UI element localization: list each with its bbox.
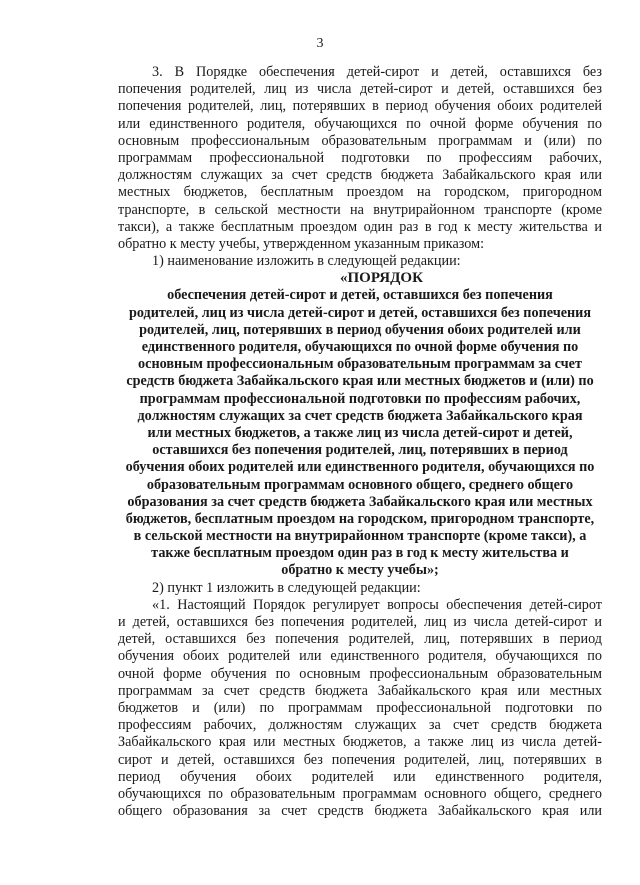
- text-line: образовательным программам основного общего, среднего общего: [146, 476, 574, 493]
- text-line: программам профессиональной подготовки по профессиям рабочих,: [139, 390, 581, 407]
- text-line: родителей, лиц из числа детей-сирот и детей, оставшихся без попечения: [128, 304, 592, 321]
- text-line: обучения обоих родителей или единственного родителя, обучающихся по: [118, 648, 602, 665]
- text-line: «1. Настоящий Порядок регулирует вопросы обеспечения детей-сирот: [152, 596, 602, 613]
- text-line: Забайкальского края или местных бюджетов, а также лиц из числа детей-: [118, 734, 602, 751]
- text-line: родителей, лиц, потерявших в период обучения обоих родителей или: [139, 321, 581, 338]
- text-line: профессиям рабочих, должностям служащих за счет средств бюджета: [118, 717, 602, 734]
- text-line: 3. В Порядке обеспечения детей-сирот и детей, оставшихся без: [152, 64, 602, 80]
- text-line: или единственного родителя, обучающихся по очной форме обучения по: [118, 115, 602, 132]
- text-line: оставшихся без попечения родителей, лиц, потерявших в период: [152, 442, 568, 459]
- text-line: бюджетов, бесплатным проездом на городском, пригородном транспорте,: [125, 510, 595, 527]
- text-line: образования за счет средств бюджета Забайкальского края или местных: [127, 493, 593, 510]
- text-line: период обучения обоих родителей или единственного родителя,: [118, 768, 602, 785]
- text-line: должностям служащих за счет средств бюджета Забайкальского края: [137, 407, 583, 424]
- text-line: такси), а также бесплатным проездом один раз в год к месту жительства и: [118, 218, 602, 235]
- text-line: должностям служащих за счет средств бюджета Забайкальского края или: [118, 167, 602, 184]
- text-line: «ПОРЯДОК: [340, 270, 423, 287]
- text-line: обратно к месту учебы»;: [281, 562, 439, 579]
- page-number: 3: [316, 36, 324, 51]
- text-line: единственного родителя, обучающихся по очной форме обучения по: [141, 339, 579, 355]
- text-line: основным профессиональным образовательным программам и (или) по: [118, 132, 602, 149]
- text-line: программам за счет средств бюджета Забайкальского края или местных: [118, 682, 602, 699]
- text-line: детей, оставшихся без попечения родителей, лиц, потерявших в период: [118, 631, 602, 648]
- text-line: средств бюджета Забайкальского края или местных бюджетов и (или) по: [126, 373, 594, 390]
- text-line: обратно к месту учебы, утвержденном указанным приказом:: [118, 235, 485, 252]
- text-line: 2) пункт 1 изложить в следующей редакции:: [152, 579, 421, 596]
- text-line: транспорте, в сельской местности на внутрирайонном транспорте (кроме: [118, 201, 602, 218]
- text-line: обучающихся по образовательным программам основного общего, среднего: [118, 785, 602, 802]
- text-line: программам профессиональной подготовки по профессиям рабочих,: [118, 149, 602, 166]
- text-line: очной форме обучения по основным профессиональным образовательным: [118, 665, 602, 682]
- text-line: основным профессиональным образовательным программам за счет: [138, 356, 582, 373]
- text-line: попечения родителей, лиц из числа детей-сирот и детей, оставшихся без: [118, 81, 602, 98]
- text-line: или местных бюджетов, а также лиц из числа детей-сирот и детей,: [147, 424, 573, 441]
- text-line: и детей, оставшихся без попечения родителей, лиц из числа детей-сирот и: [118, 614, 602, 630]
- text-line: попечения родителей, лиц, потерявших в период обучения обоих родителей: [118, 98, 602, 115]
- text-line: также бесплатным проездом один раз в год к месту жительства и: [151, 545, 569, 562]
- text-line: обучения обоих родителей или единственного родителя, обучающихся по: [125, 459, 595, 476]
- document-body: [118, 64, 602, 820]
- text-line: 1) наименование изложить в следующей редакции:: [152, 253, 461, 270]
- text-line: общего образования за счет средств бюджета Забайкальского края или: [118, 803, 602, 820]
- text-line: бюджетов и (или) по программам профессиональной подготовки по: [118, 699, 602, 716]
- text-line: сирот и детей, оставшихся без попечения родителей, лиц, потерявших в: [118, 751, 602, 768]
- text-line: в сельской местности на внутрирайонном транспорте (кроме такси), а: [133, 528, 587, 545]
- text-line: местных бюджетов, бесплатным проездом на городском, пригородном: [118, 184, 602, 201]
- text-line: обеспечения детей-сирот и детей, оставшихся без попечения: [167, 287, 553, 304]
